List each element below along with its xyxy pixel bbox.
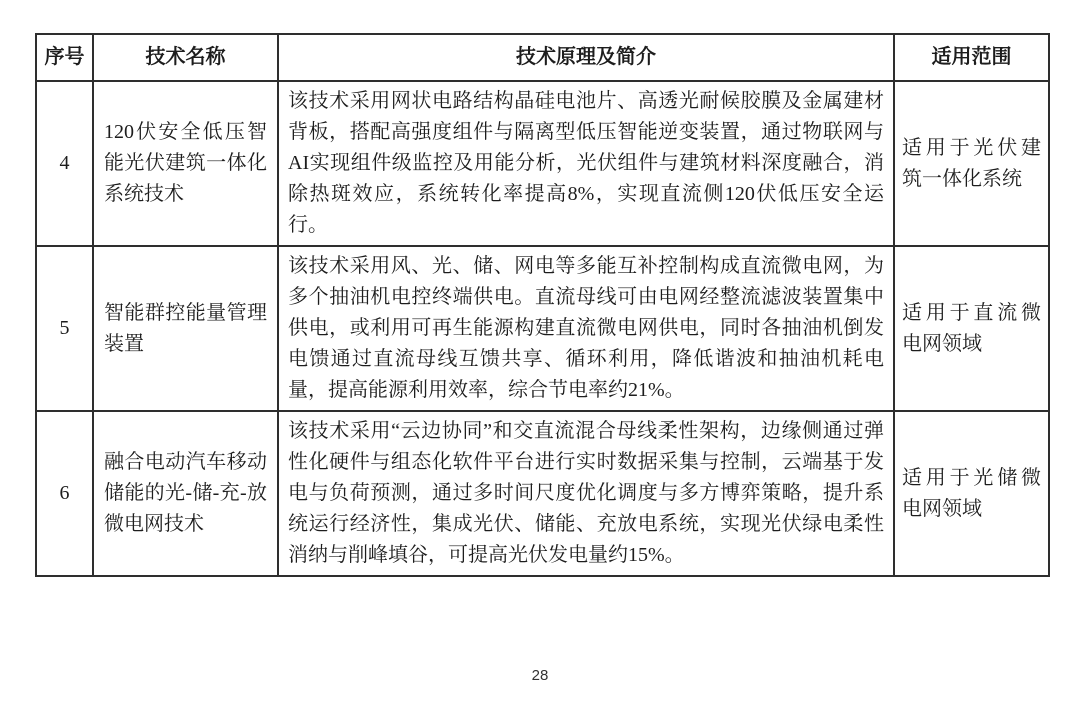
table-row: [36, 246, 1049, 411]
cell-scope: 适用于光储微电网领域: [894, 411, 1049, 576]
cell-principle: 该技术采用网状电路结构晶硅电池片、高透光耐候胶膜及金属建材背板，搭配高强度组件与隔离型低压智能逆变装置，通过物联网与AI实现组件级监控及用能分析，光伏组件与建筑材料深度融合，消除热斑效应，系统转化率提高8%，实现直流侧120伏低压安全运行。: [278, 81, 894, 246]
cell-scope: 适用于光伏建筑一体化系统: [894, 81, 1049, 246]
cell-tech-name: 120伏安全低压智能光伏建筑一体化系统技术: [93, 81, 278, 246]
header-tech-name: 技术名称: [93, 34, 278, 81]
header-principle: 技术原理及简介: [278, 34, 894, 81]
cell-principle: 该技术采用风、光、储、网电等多能互补控制构成直流微电网，为多个抽油机电控终端供电。直流母线可由电网经整流滤波装置集中供电，或利用可再生能源构建直流微电网供电，同时各抽油机倒发电馈通过直流母线互馈共享、循环利用，降低谐波和抽油机耗电量，提高能源利用效率，综合节电率约21%。: [278, 246, 894, 411]
table-header-row: [36, 34, 1049, 81]
cell-tech-name: 融合电动汽车移动储能的光-储-充-放微电网技术: [93, 411, 278, 576]
cell-index: 4: [36, 81, 93, 246]
header-scope: 适用范围: [894, 34, 1049, 81]
technology-table: [35, 33, 1050, 577]
cell-index: 6: [36, 411, 93, 576]
cell-tech-name: 智能群控能量管理装置: [93, 246, 278, 411]
table-row: [36, 411, 1049, 576]
cell-scope: 适用于直流微电网领域: [894, 246, 1049, 411]
page-number: 28: [531, 667, 549, 684]
header-index: 序号: [36, 34, 93, 81]
cell-index: 5: [36, 246, 93, 411]
table-row: [36, 81, 1049, 246]
cell-principle: 该技术采用“云边协同”和交直流混合母线柔性架构，边缘侧通过弹性化硬件与组态化软件平台进行实时数据采集与控制，云端基于发电与负荷预测，通过多时间尺度优化调度与多方博弈策略，提升系统运行经济性，集成光伏、储能、充放电系统，实现光伏绿电柔性消纳与削峰填谷，可提高光伏发电量约15%。: [278, 411, 894, 576]
